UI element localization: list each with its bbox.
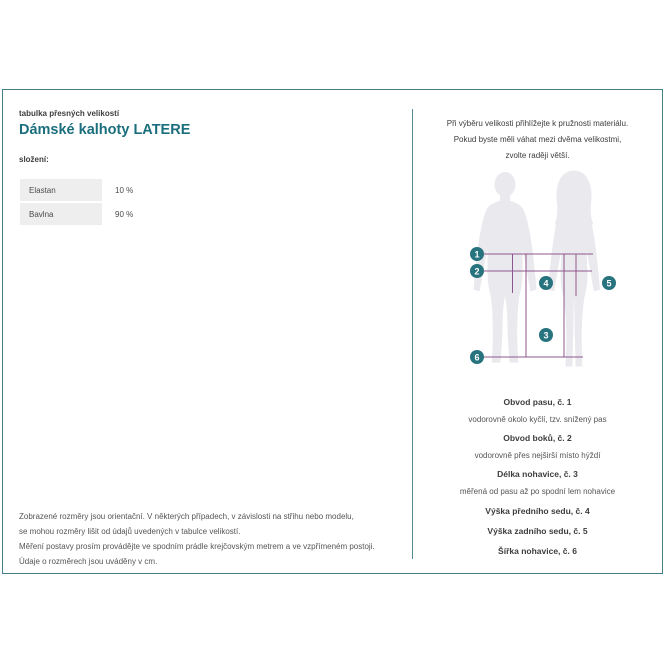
material-name: Elastan <box>20 179 102 201</box>
chart-subtitle: tabulka přesných velikostí <box>19 109 120 118</box>
body-silhouette-back <box>548 171 600 367</box>
marker-4 <box>539 276 553 290</box>
material-percent: 10 % <box>115 185 134 195</box>
sizing-advice <box>413 116 662 164</box>
left-panel <box>3 90 412 573</box>
measurement-name: Výška předního sedu, č. 4 <box>485 506 590 516</box>
measurement-diagram <box>449 163 649 375</box>
measurement-desc: vodorovně okolo kyčlí, tzv. snížený pas <box>468 415 607 424</box>
svg-text:6: 6 <box>474 352 480 363</box>
svg-text:2: 2 <box>474 266 480 277</box>
material-percent: 90 % <box>115 209 134 219</box>
measurement-name: Výška zadního sedu, č. 5 <box>487 526 588 536</box>
disclaimer-line: Zobrazené rozměry jsou orientační. V některých případech, v závislosti na střihu nebo modelu, <box>19 512 354 521</box>
marker-1 <box>470 247 484 261</box>
disclaimer-line: Měření postavy prosím provádějte ve spodním prádle krejčovským metrem a ve vzpřímeném postoji. <box>19 542 375 551</box>
right-panel <box>413 90 662 573</box>
disclaimer-notes <box>19 509 375 569</box>
size-chart-panel <box>2 89 663 574</box>
sizing-advice-line: Při výběru velikosti přihlížejte k pružnosti materiálu. <box>446 119 629 128</box>
marker-5 <box>602 276 616 290</box>
body-silhouette-front <box>474 172 537 363</box>
measurement-name: Šířka nohavice, č. 6 <box>498 546 577 556</box>
measurement-legend <box>413 390 662 558</box>
svg-text:1: 1 <box>474 249 480 260</box>
sizing-advice-line: Pokud byste měli váhat mezi dvěma velikostmi, <box>453 135 622 144</box>
marker-3 <box>539 328 553 342</box>
marker-2 <box>470 264 484 278</box>
measurement-name: Obvod pasu, č. 1 <box>503 397 572 407</box>
measurement-name: Délka nohavice, č. 3 <box>497 469 578 479</box>
marker-6 <box>470 350 484 364</box>
composition-row <box>20 179 240 201</box>
composition-label: složení: <box>19 155 49 164</box>
sizing-advice-line: zvolte raději větší. <box>505 151 570 160</box>
measurement-desc: vodorovně přes nejširší místo hýždí <box>474 451 601 460</box>
composition-row <box>20 203 240 225</box>
measurement-name: Obvod boků, č. 2 <box>503 433 572 443</box>
disclaimer-line: se mohou rozměry lišit od údajů uvedených v tabulce velikostí. <box>19 527 241 536</box>
product-title: Dámské kalhoty LATERE <box>19 122 191 138</box>
disclaimer-line: Údaje o rozměrech jsou uváděny v cm. <box>19 557 158 566</box>
material-name: Bavlna <box>20 203 102 225</box>
composition-table <box>20 179 240 227</box>
measurement-desc: měřená od pasu až po spodní lem nohavice <box>459 487 616 496</box>
svg-text:3: 3 <box>543 330 549 341</box>
svg-text:4: 4 <box>543 278 549 289</box>
svg-text:5: 5 <box>606 278 612 289</box>
